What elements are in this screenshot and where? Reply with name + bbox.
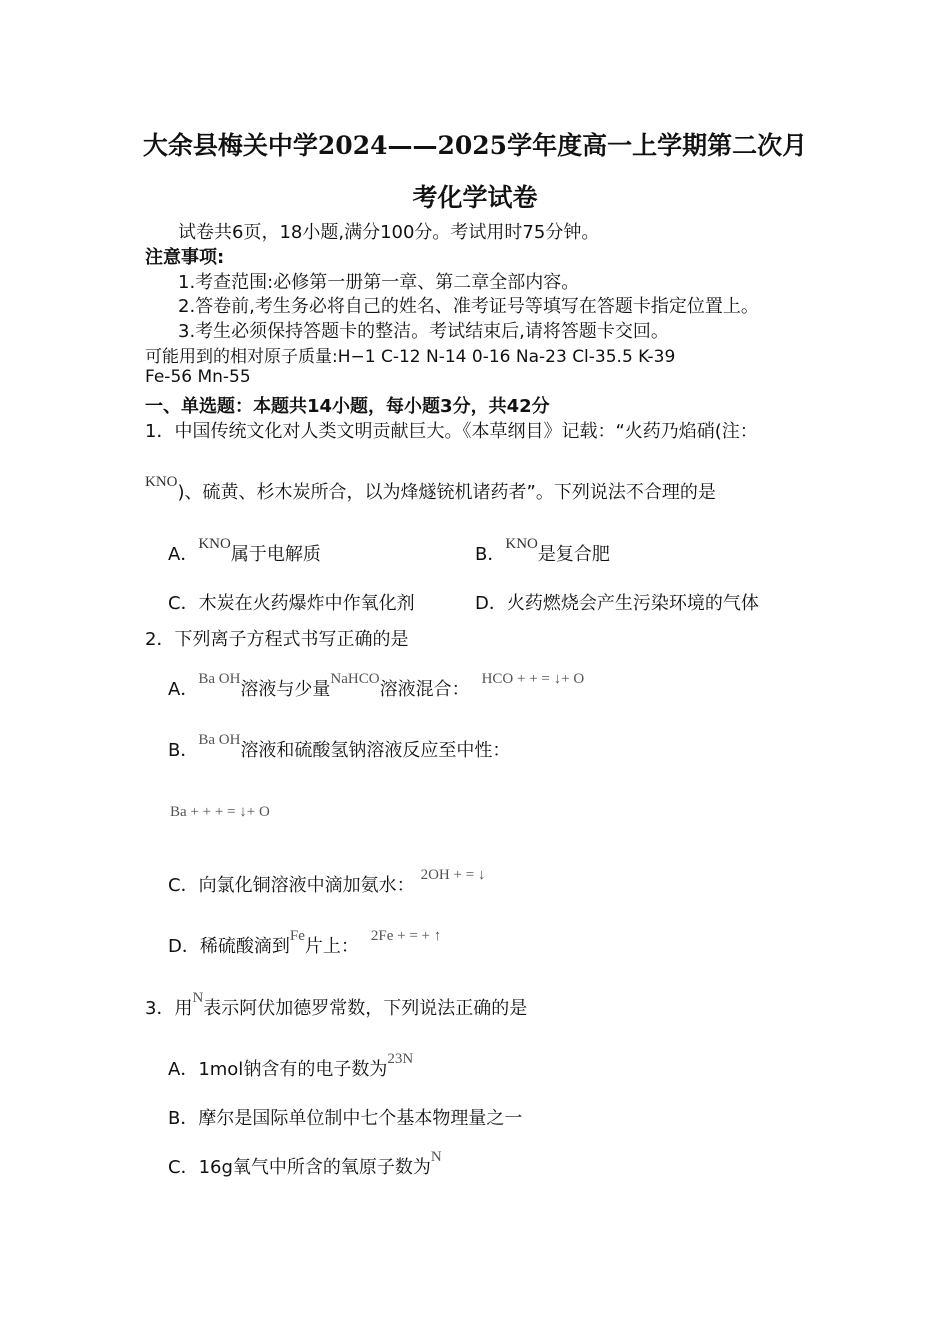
formula-baoh2: Ba OH (198, 732, 241, 748)
q2-option-c (168, 867, 486, 897)
equation: HCO + + = ↓+ O (481, 671, 585, 687)
q1-option-a (168, 536, 321, 566)
q1-stem-text: )、硫黄、杉木炭所合，以为烽燧铳机诸药者”。下列说法不合理的是 (177, 482, 716, 503)
section-heading-single-choice: 一、单选题：本题共14小题，每小题3分，共42分 (145, 396, 550, 417)
formula-nahco3: NaHCO (330, 671, 380, 687)
equation: 2Fe + = + ↑ (370, 928, 442, 944)
formula-na: N (192, 990, 204, 1006)
option-text: 溶液与少量 (240, 679, 331, 700)
formula-kno3: KNO (505, 536, 538, 552)
option-text: 溶液和硫酸氢钠溶液反应至中性： (240, 740, 511, 761)
q1-option-c: C．木炭在火药爆炸中作氧化剂 (168, 593, 415, 614)
q2-stem: 2．下列离子方程式书写正确的是 (145, 629, 409, 650)
exam-intro: 试卷共6页，18小题,满分100分。考试用时75分钟。 (178, 222, 600, 243)
q1-option-b (475, 536, 610, 566)
q1-option-d: D．火药燃烧会产生污染环境的气体 (475, 593, 759, 614)
q2-option-a (168, 671, 585, 701)
q2-option-d (168, 928, 442, 958)
option-text: 属于电解质 (230, 544, 321, 565)
option-text: 向氯化铜溶液中滴加氨水： (198, 875, 415, 896)
q1-stem-line1: 1．中国传统文化对人类文明贡献巨大。《本草纲目》记载：“火药乃焰硝(注： (145, 421, 758, 442)
equation: Ba + + + = ↓+ O (170, 804, 270, 820)
exam-title-line2: 考化学试卷 (412, 183, 538, 212)
q3-option-b: B．摩尔是国际单位制中七个基本物理量之一 (168, 1108, 523, 1129)
formula-fe: Fe (289, 928, 305, 944)
formula-kno3: KNO (198, 536, 231, 552)
option-label: B． (168, 740, 199, 761)
q1-stem-line2 (145, 474, 716, 504)
atomic-masses-line1: 可能用到的相对原子质量:H−1 C-12 N-14 0-16 Na-23 Cl-35.5 K-39 (145, 347, 676, 367)
option-label: A． (168, 544, 199, 565)
q3-stem (145, 990, 528, 1020)
formula-baoh2: Ba OH (198, 671, 241, 687)
exam-title-line1: 大余县梅关中学2024——2025学年度高一上学期第二次月 (142, 131, 808, 160)
formula-kno3: KNO (145, 474, 178, 490)
q2-option-b (168, 732, 511, 762)
note-item-3: 3.考生必须保持答题卡的整洁。考试结束后,请将答题卡交回。 (178, 321, 669, 342)
note-item-2: 2.答卷前,考生务必将自己的姓名、准考证号等填写在答题卡指定位置上。 (178, 296, 759, 317)
formula-23na: 23N (387, 1051, 414, 1067)
q2-option-b-equation (170, 804, 270, 831)
option-text: C．16g氧气中所含的氧原子数为 (168, 1157, 431, 1178)
option-text: 片上： (304, 936, 359, 957)
option-text: 是复合肥 (537, 544, 610, 565)
option-text: 稀硫酸滴到 (199, 936, 290, 957)
q3-stem-text: 表示阿伏加德罗常数，下列说法正确的是 (203, 998, 528, 1019)
atomic-masses-line2: Fe-56 Mn-55 (145, 367, 251, 387)
formula-na: N (430, 1149, 442, 1165)
note-item-1: 1.考查范围:必修第一册第一章、第二章全部内容。 (178, 272, 580, 293)
option-label: A． (168, 679, 199, 700)
q3-stem-text: 3．用 (145, 998, 193, 1019)
option-text: 溶液混合： (379, 679, 470, 700)
q3-option-a (168, 1051, 414, 1081)
option-label: B． (475, 544, 506, 565)
option-text: A．1mol钠含有的电子数为 (168, 1059, 388, 1080)
option-label: D． (168, 936, 200, 957)
q3-option-c (168, 1149, 442, 1179)
equation: 2OH + = ↓ (420, 867, 486, 883)
notes-heading: 注意事项: (145, 247, 225, 268)
option-label: C． (168, 875, 199, 896)
